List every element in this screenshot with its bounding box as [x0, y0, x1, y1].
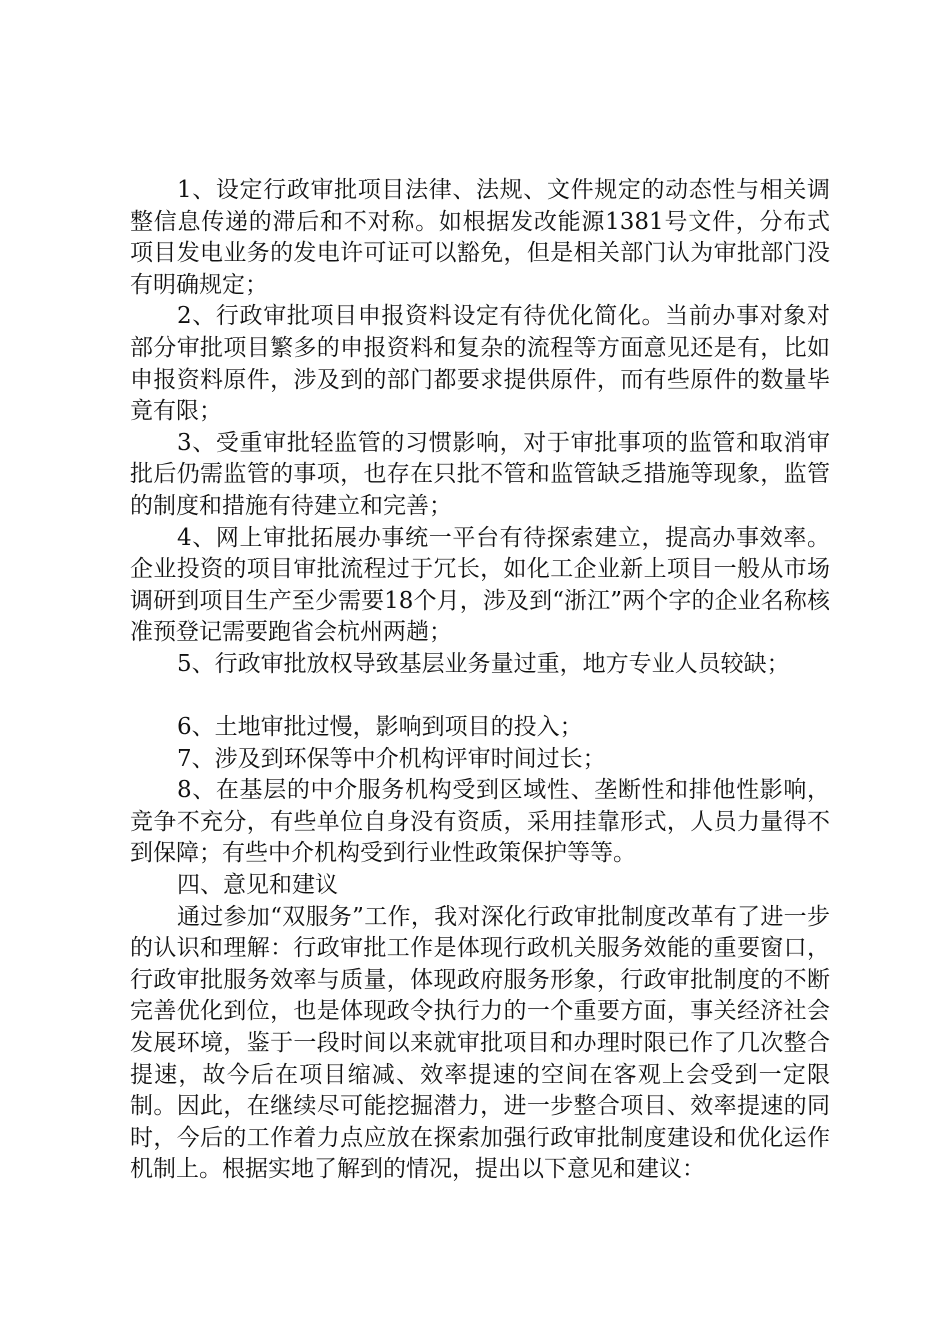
paragraph-issue-8: 8、在基层的中介服务机构受到区域性、垄断性和排他性影响，竞争不充分，有些单位自身没有资质，采用挂靠形式，人员力量得不到保障；有些中介机构受到行业性政策保护等等。	[130, 777, 830, 867]
document-body	[130, 175, 830, 1186]
paragraph-issue-7: 7、涉及到环保等中介机构评审时间过长；	[177, 745, 606, 772]
paragraph-issue-6: 6、土地审批过慢，影响到项目的投入；	[177, 714, 583, 741]
paragraph-issue-2: 2、行政审批项目申报资料设定有待优化简化。当前办事对象对部分审批项目繁多的申报资料和复杂的流程等方面意见还是有，比如申报资料原件，涉及到的部门都要求提供原件，而有些原件的数量毕竟有限；	[130, 303, 830, 425]
paragraph-issue-3: 3、受重审批轻监管的习惯影响，对于审批事项的监管和取消审批后仍需监管的事项，也存在只批不管和监管缺乏措施等现象，监管的制度和措施有待建立和完善；	[130, 429, 830, 519]
paragraph-suggestions-intro: 通过参加“双服务”工作，我对深化行政审批制度改革有了进一步的认识和理解：行政审批工作是体现行政机关服务效能的重要窗口，行政审批服务效率与质量，体现政府服务形象，行政审批制度的不断完善优化到位，也是体现政令执行力的一个重要方面，事关经济社会发展环境，鉴于一段时间以来就审批项目和办理时限已作了几次整合提速，故今后在项目缩减、效率提速的空间在客观上会受到一定限制。因此，在继续尽可能挖掘潜力，进一步整合项目、效率提速的同时，今后的工作着力点应放在探索加强行政审批制度建设和优化运作机制上。根据实地了解到的情况，提出以下意见和建议：	[130, 903, 830, 1183]
section-heading: 四、意见和建议	[177, 872, 338, 899]
paragraph-issue-1: 1、设定行政审批项目法律、法规、文件规定的动态性与相关调整信息传递的滞后和不对称。如根据发改能源1381号文件，分布式项目发电业务的发电许可证可以豁免，但是相关部门认为审批部门没有明确规定；	[130, 177, 830, 298]
paragraph-issue-5: 5、行政审批放权导致基层业务量过重，地方专业人员较缺；	[177, 650, 790, 677]
paragraph-issue-4: 4、网上审批拓展办事统一平台有待探索建立，提高办事效率。企业投资的项目审批流程过于冗长，如化工企业新上项目一般从市场调研到项目生产至少需要18个月，涉及到“浙江”两个字的企业名称核准预登记需要跑省会杭州两趟；	[130, 524, 830, 646]
